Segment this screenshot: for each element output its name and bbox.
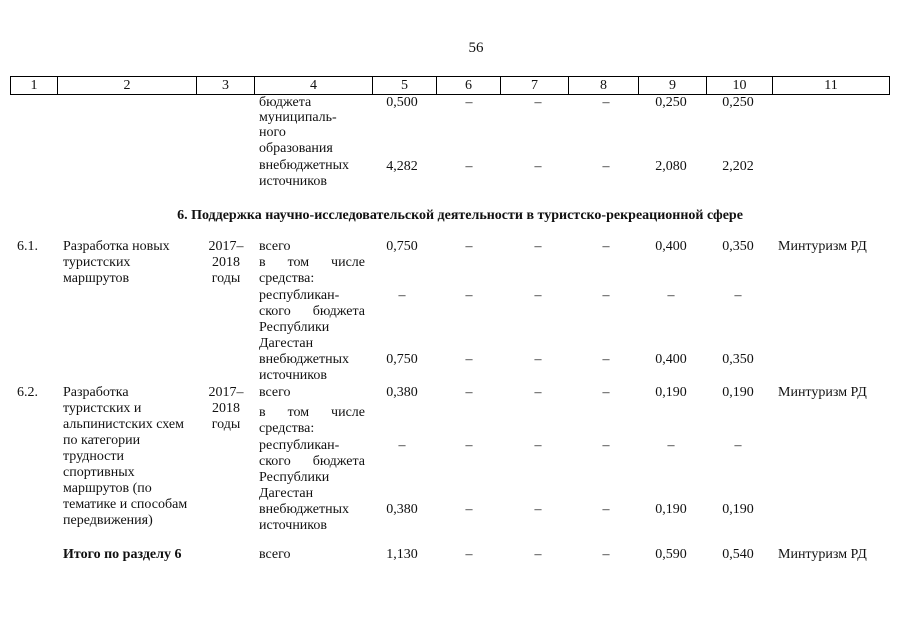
row-republic-label: республикан- xyxy=(259,288,340,303)
carryover-extra-value: 2,080 xyxy=(655,159,687,174)
carryover-budget-value: – xyxy=(534,95,542,110)
row-number: 6.1. xyxy=(17,239,38,254)
carryover-extra-value: 4,282 xyxy=(386,159,418,174)
row-republic-label: республикан- xyxy=(259,438,340,453)
row-republic-value: – xyxy=(667,288,675,303)
section-total-value: 0,590 xyxy=(655,547,687,562)
row-republic-value: – xyxy=(667,438,675,453)
header-col-2: 2 xyxy=(57,77,196,94)
row-total-value: – xyxy=(534,239,542,254)
carryover-budget-label: ного xyxy=(259,125,286,140)
row-total-value: 0,190 xyxy=(722,385,754,400)
section-total-value: – xyxy=(465,547,473,562)
row-republic-label: Дагестан xyxy=(259,486,314,501)
row-republic-value: – xyxy=(602,438,610,453)
row-republic-value: – xyxy=(398,438,406,453)
row-total-value: 0,350 xyxy=(722,239,754,254)
row-name-line: туристских и xyxy=(63,401,142,416)
section-total-sum-label: всего xyxy=(259,547,291,562)
header-col-3: 3 xyxy=(196,77,254,94)
row-republic-value: – xyxy=(534,288,542,303)
row-extra-label: внебюджетных xyxy=(259,502,350,517)
row-republic-label: ского бюджета xyxy=(259,454,365,469)
row-extra-label: внебюджетных xyxy=(259,352,350,367)
header-col-9: 9 xyxy=(638,77,706,94)
carryover-extra-value: – xyxy=(602,159,610,174)
row-total-value: 0,750 xyxy=(386,239,418,254)
row-extra-value: 0,350 xyxy=(722,352,754,367)
row-republic-label: Дагестан xyxy=(259,336,314,351)
carryover-budget-label: бюджета xyxy=(259,95,312,110)
carryover-budget-value: – xyxy=(465,95,473,110)
row-extra-value: 0,190 xyxy=(655,502,687,517)
row-total-value: 0,380 xyxy=(386,385,418,400)
row-period-line: 2018 xyxy=(212,401,240,416)
row-republic-label: Республики xyxy=(259,320,330,335)
header-col-7: 7 xyxy=(500,77,568,94)
row-name-line: спортивных xyxy=(63,465,135,480)
row-extra-value: – xyxy=(534,502,542,517)
header-col-10: 10 xyxy=(706,77,772,94)
row-name-line: маршрутов xyxy=(63,271,130,286)
section-total-value: 0,540 xyxy=(722,547,754,562)
carryover-budget-label: муниципаль- xyxy=(259,110,337,125)
carryover-extra-value: – xyxy=(534,159,542,174)
row-period-line: 2017– xyxy=(208,385,244,400)
row-extra-value: – xyxy=(602,352,610,367)
section-total-label: Итого по разделу 6 xyxy=(63,547,182,562)
header-col-6: 6 xyxy=(436,77,500,94)
row-name-line: тематике и способам xyxy=(63,497,188,512)
row-republic-value: – xyxy=(398,288,406,303)
page-number: 56 xyxy=(468,40,484,56)
row-extra-value: 0,190 xyxy=(722,502,754,517)
row-executor: Минтуризм РД xyxy=(778,385,867,400)
header-col-4: 4 xyxy=(254,77,372,94)
row-including-label: средства: xyxy=(259,271,315,286)
row-period-line: годы xyxy=(211,271,241,286)
carryover-extra-label: источников xyxy=(259,174,328,189)
row-extra-value: – xyxy=(534,352,542,367)
row-name-line: передвижения) xyxy=(63,513,153,528)
row-republic-value: – xyxy=(465,288,473,303)
row-name-line: по категории xyxy=(63,433,141,448)
row-republic-value: – xyxy=(465,438,473,453)
row-republic-value: – xyxy=(734,438,742,453)
row-total-value: – xyxy=(602,239,610,254)
row-total-value: – xyxy=(465,385,473,400)
section-total-executor: Минтуризм РД xyxy=(778,547,867,562)
row-republic-value: – xyxy=(602,288,610,303)
row-name-line: маршрутов (по xyxy=(63,481,152,496)
carryover-budget-value: – xyxy=(602,95,610,110)
row-name-line: альпинистских схем xyxy=(63,417,184,432)
row-including-label: в том числе xyxy=(259,405,365,420)
header-col-11: 11 xyxy=(772,77,889,94)
row-republic-value: – xyxy=(534,438,542,453)
carryover-budget-label: образования xyxy=(259,141,333,156)
carryover-extra-value: 2,202 xyxy=(722,159,754,174)
row-total-label: всего xyxy=(259,385,291,400)
row-executor: Минтуризм РД xyxy=(778,239,867,254)
row-including-label: в том числе xyxy=(259,255,365,270)
row-total-value: – xyxy=(465,239,473,254)
section-total-value: – xyxy=(534,547,542,562)
row-number: 6.2. xyxy=(17,385,38,400)
section-total-value: 1,130 xyxy=(386,547,418,562)
row-republic-value: – xyxy=(734,288,742,303)
row-extra-value: – xyxy=(465,502,473,517)
row-republic-label: Республики xyxy=(259,470,330,485)
header-col-8: 8 xyxy=(568,77,638,94)
row-period-line: 2017– xyxy=(208,239,244,254)
table-header-row xyxy=(10,76,890,95)
row-period-line: 2018 xyxy=(212,255,240,270)
section-total-value: – xyxy=(602,547,610,562)
row-name-line: Разработка xyxy=(63,385,129,400)
row-name-line: Разработка новых xyxy=(63,239,170,254)
row-extra-value: 0,750 xyxy=(386,352,418,367)
header-col-5: 5 xyxy=(372,77,436,94)
carryover-extra-value: – xyxy=(465,159,473,174)
row-extra-value: – xyxy=(465,352,473,367)
row-name-line: трудности xyxy=(63,449,125,464)
carryover-budget-value: 0,500 xyxy=(386,95,418,110)
header-col-1: 1 xyxy=(30,78,38,93)
row-extra-value: – xyxy=(602,502,610,517)
row-period-line: годы xyxy=(211,417,241,432)
row-total-value: 0,400 xyxy=(655,239,687,254)
row-extra-value: 0,400 xyxy=(655,352,687,367)
row-including-label: средства: xyxy=(259,421,315,436)
carryover-extra-label: внебюджетных xyxy=(259,158,350,173)
row-total-value: – xyxy=(534,385,542,400)
row-total-value: – xyxy=(602,385,610,400)
row-total-label: всего xyxy=(259,239,291,254)
section-title: 6. Поддержка научно-исследовательской деятельности в туристско-рекреационной сфере xyxy=(177,208,743,223)
row-extra-label: источников xyxy=(259,518,328,533)
row-extra-value: 0,380 xyxy=(386,502,418,517)
row-extra-label: источников xyxy=(259,368,328,383)
row-name-line: туристских xyxy=(63,255,131,270)
row-republic-label: ского бюджета xyxy=(259,304,365,319)
carryover-budget-value: 0,250 xyxy=(655,95,687,110)
carryover-budget-value: 0,250 xyxy=(722,95,754,110)
row-total-value: 0,190 xyxy=(655,385,687,400)
